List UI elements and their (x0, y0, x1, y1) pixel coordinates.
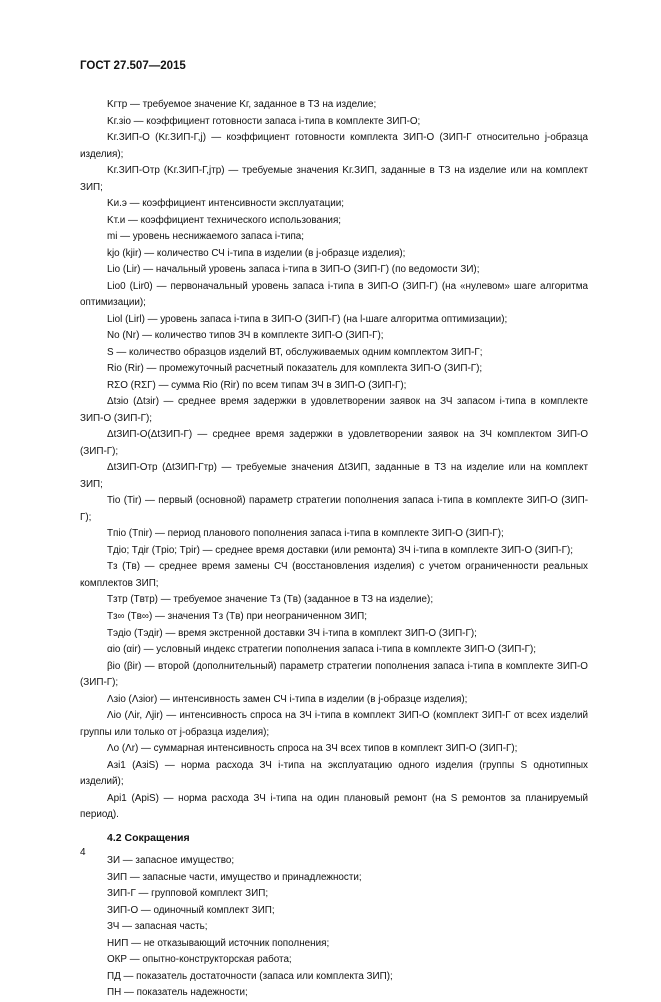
definition-line: Tпio (Tпir) — период планового пополнения запаса i-типа в комплекте ЗИП-О (ЗИП-Г); (107, 528, 504, 540)
abbreviation-line: ЗИП-Г — групповой комплект ЗИП; (107, 888, 269, 900)
definition-line: Kг.ЗИП-Отр (Kг.ЗИП-Г,jтр) — требуемые значения Kг.ЗИП, заданные в ТЗ на изделие или на комплект ЗИП; (80, 165, 588, 193)
definition-line: Kи.э — коэффициент интенсивности эксплуатации; (107, 198, 345, 210)
page-number: 4 (80, 847, 86, 858)
definition-line: kjo (kjir) — количество СЧ i-типа в изделии (в j-образце изделия); (107, 247, 406, 259)
definition-line: Kт.и — коэффициент технического использования; (107, 214, 342, 226)
definition-line: Rio (Rir) — промежуточный расчетный показатель для комплекта ЗИП-О (ЗИП-Г); (107, 363, 483, 375)
definition-line: ΔtЗИП-Отр (ΔtЗИП-Гтр) — требуемые значения ΔtЗИП, заданные в ТЗ на изделие или на комплект ЗИП; (80, 462, 588, 490)
abbreviation-line: ОКР — опытно-конструкторская работа; (107, 954, 292, 966)
abbreviation-line: ЗИ — запасное имущество; (107, 855, 235, 867)
definition-line: Lio (Lir) — начальный уровень запаса i-типа в ЗИП-О (ЗИП-Г) (по ведомости ЗИ); (107, 264, 480, 276)
abbreviation-line: ПД — показатель достаточности (запаса или комплекта ЗИП); (107, 970, 393, 982)
abbreviation-line: ЗЧ — запасная часть; (107, 921, 208, 933)
definition-line: Liol (Lirl) — уровень запаса i-типа в ЗИП-О (ЗИП-Г) (на l-шаге алгоритма оптимизации); (107, 313, 508, 325)
definition-line: RΣO (RΣГ) — сумма Rio (Rir) по всем типам ЗЧ в ЗИП-О (ЗИП-Г); (107, 379, 407, 391)
document-header: ГОСТ 27.507—2015 (80, 60, 186, 72)
definition-line: Api1 (ApiS) — норма расхода ЗЧ i-типа на один плановый ремонт (на S ремонтов за планируемый период). (80, 792, 588, 821)
definition-line: S — количество образцов изделий ВТ, обслуживаемых одним комплектом ЗИП-Г; (107, 346, 483, 358)
definition-line: Tэдio (Tэдir) — время экстренной доставки ЗЧ i-типа в комплект ЗИП-О (ЗИП-Г); (107, 627, 477, 639)
definition-line: No (Nr) — количество типов ЗЧ в комплекте ЗИП-О (ЗИП-Г); (107, 330, 384, 342)
abbreviation-line: НИП — не отказывающий источник пополнения; (107, 937, 330, 949)
definition-line: Kг.ЗИП-О (Kг.ЗИП-Г,j) — коэффициент готовности комплекта ЗИП-О (ЗИП-Г относительно j-образца изделия); (80, 132, 588, 160)
abbreviation-line: ЗИП-О — одиночный комплект ЗИП; (107, 904, 275, 916)
definition-line: ΔtЗИП-О(ΔtЗИП-Г) — среднее время задержки в удовлетворении заявок на ЗЧ комплектом ЗИП-О (ЗИП-Г); (80, 429, 588, 457)
definition-line: Aзi1 (AзiS) — норма расхода ЗЧ i-типа на эксплуатацию одного изделия (группы S однотипных изделий); (80, 759, 588, 788)
definition-line: Λio (Λir, Λjir) — интенсивность спроса на ЗЧ i-типа в комплект ЗИП-О (комплект ЗИП-Г от всех изделий группы или только от j-образца изделия); (80, 710, 588, 738)
definition-line: Tдio; Tдir (Tpio; Tpir) — среднее время доставки (или ремонта) ЗЧ i-типа в комплекте ЗИП-О (ЗИП-Г); (107, 544, 573, 556)
definition-line: Tio (Tir) — первый (основной) параметр стратегии пополнения запаса i-типа в комплекте ЗИП-О (ЗИП-Г); (80, 495, 588, 523)
definition-line: βio (βir) — второй (дополнительный) параметр стратегии пополнения запаса i-типа в комплекте ЗИП-О (ЗИП-Г); (80, 660, 588, 689)
definition-line: Kг.зio — коэффициент готовности запаса i-типа в комплекте ЗИП-О; (107, 115, 421, 127)
definition-line: Kгтр — требуемое значение Kг, заданное в ТЗ на изделие; (107, 99, 377, 110)
definition-line: Δtзio (Δtзir) — среднее время задержки в удовлетворении заявок на ЗЧ запасом i-типа в комплекте ЗИП-О (ЗИП-Г); (80, 396, 588, 424)
definition-line: mi — уровень неснижаемого запаса i-типа; (107, 231, 305, 243)
page-body (80, 97, 588, 1002)
abbreviation-line: ПН — показатель надежности; (107, 987, 248, 999)
definition-line: Tз∞ (Tв∞) — значения Tз (Tв) при неограниченном ЗИП; (107, 610, 368, 622)
definition-line: Λзio (Λзior) — интенсивность замен СЧ i-типа в изделии (в j-образце изделия); (107, 693, 468, 705)
section-title: 4.2 Сокращения (107, 831, 190, 844)
definition-line: Tзтр (Tвтр) — требуемое значение Tз (Tв) (заданное в ТЗ на изделие); (107, 594, 434, 606)
definition-line: Lio0 (Lir0) — первоначальный уровень запаса i-типа в ЗИП-О (ЗИП-Г) (на «нулевом» шаге алгоритма оптимизации); (80, 280, 588, 309)
definition-line: Λo (Λr) — суммарная интенсивность спроса на ЗЧ всех типов в комплект ЗИП-О (ЗИП-Г); (107, 743, 518, 755)
abbreviation-line: ЗИП — запасные части, имущество и принадлежности; (107, 871, 362, 883)
definition-line: αio (αir) — условный индекс стратегии пополнения запаса i-типа в комплекте ЗИП-О (ЗИП-Г); (107, 644, 537, 656)
definition-line: Tз (Tв) — среднее время замены СЧ (восстановления изделия) с учетом ограниченности реальных комплектов ЗИП; (80, 561, 588, 589)
